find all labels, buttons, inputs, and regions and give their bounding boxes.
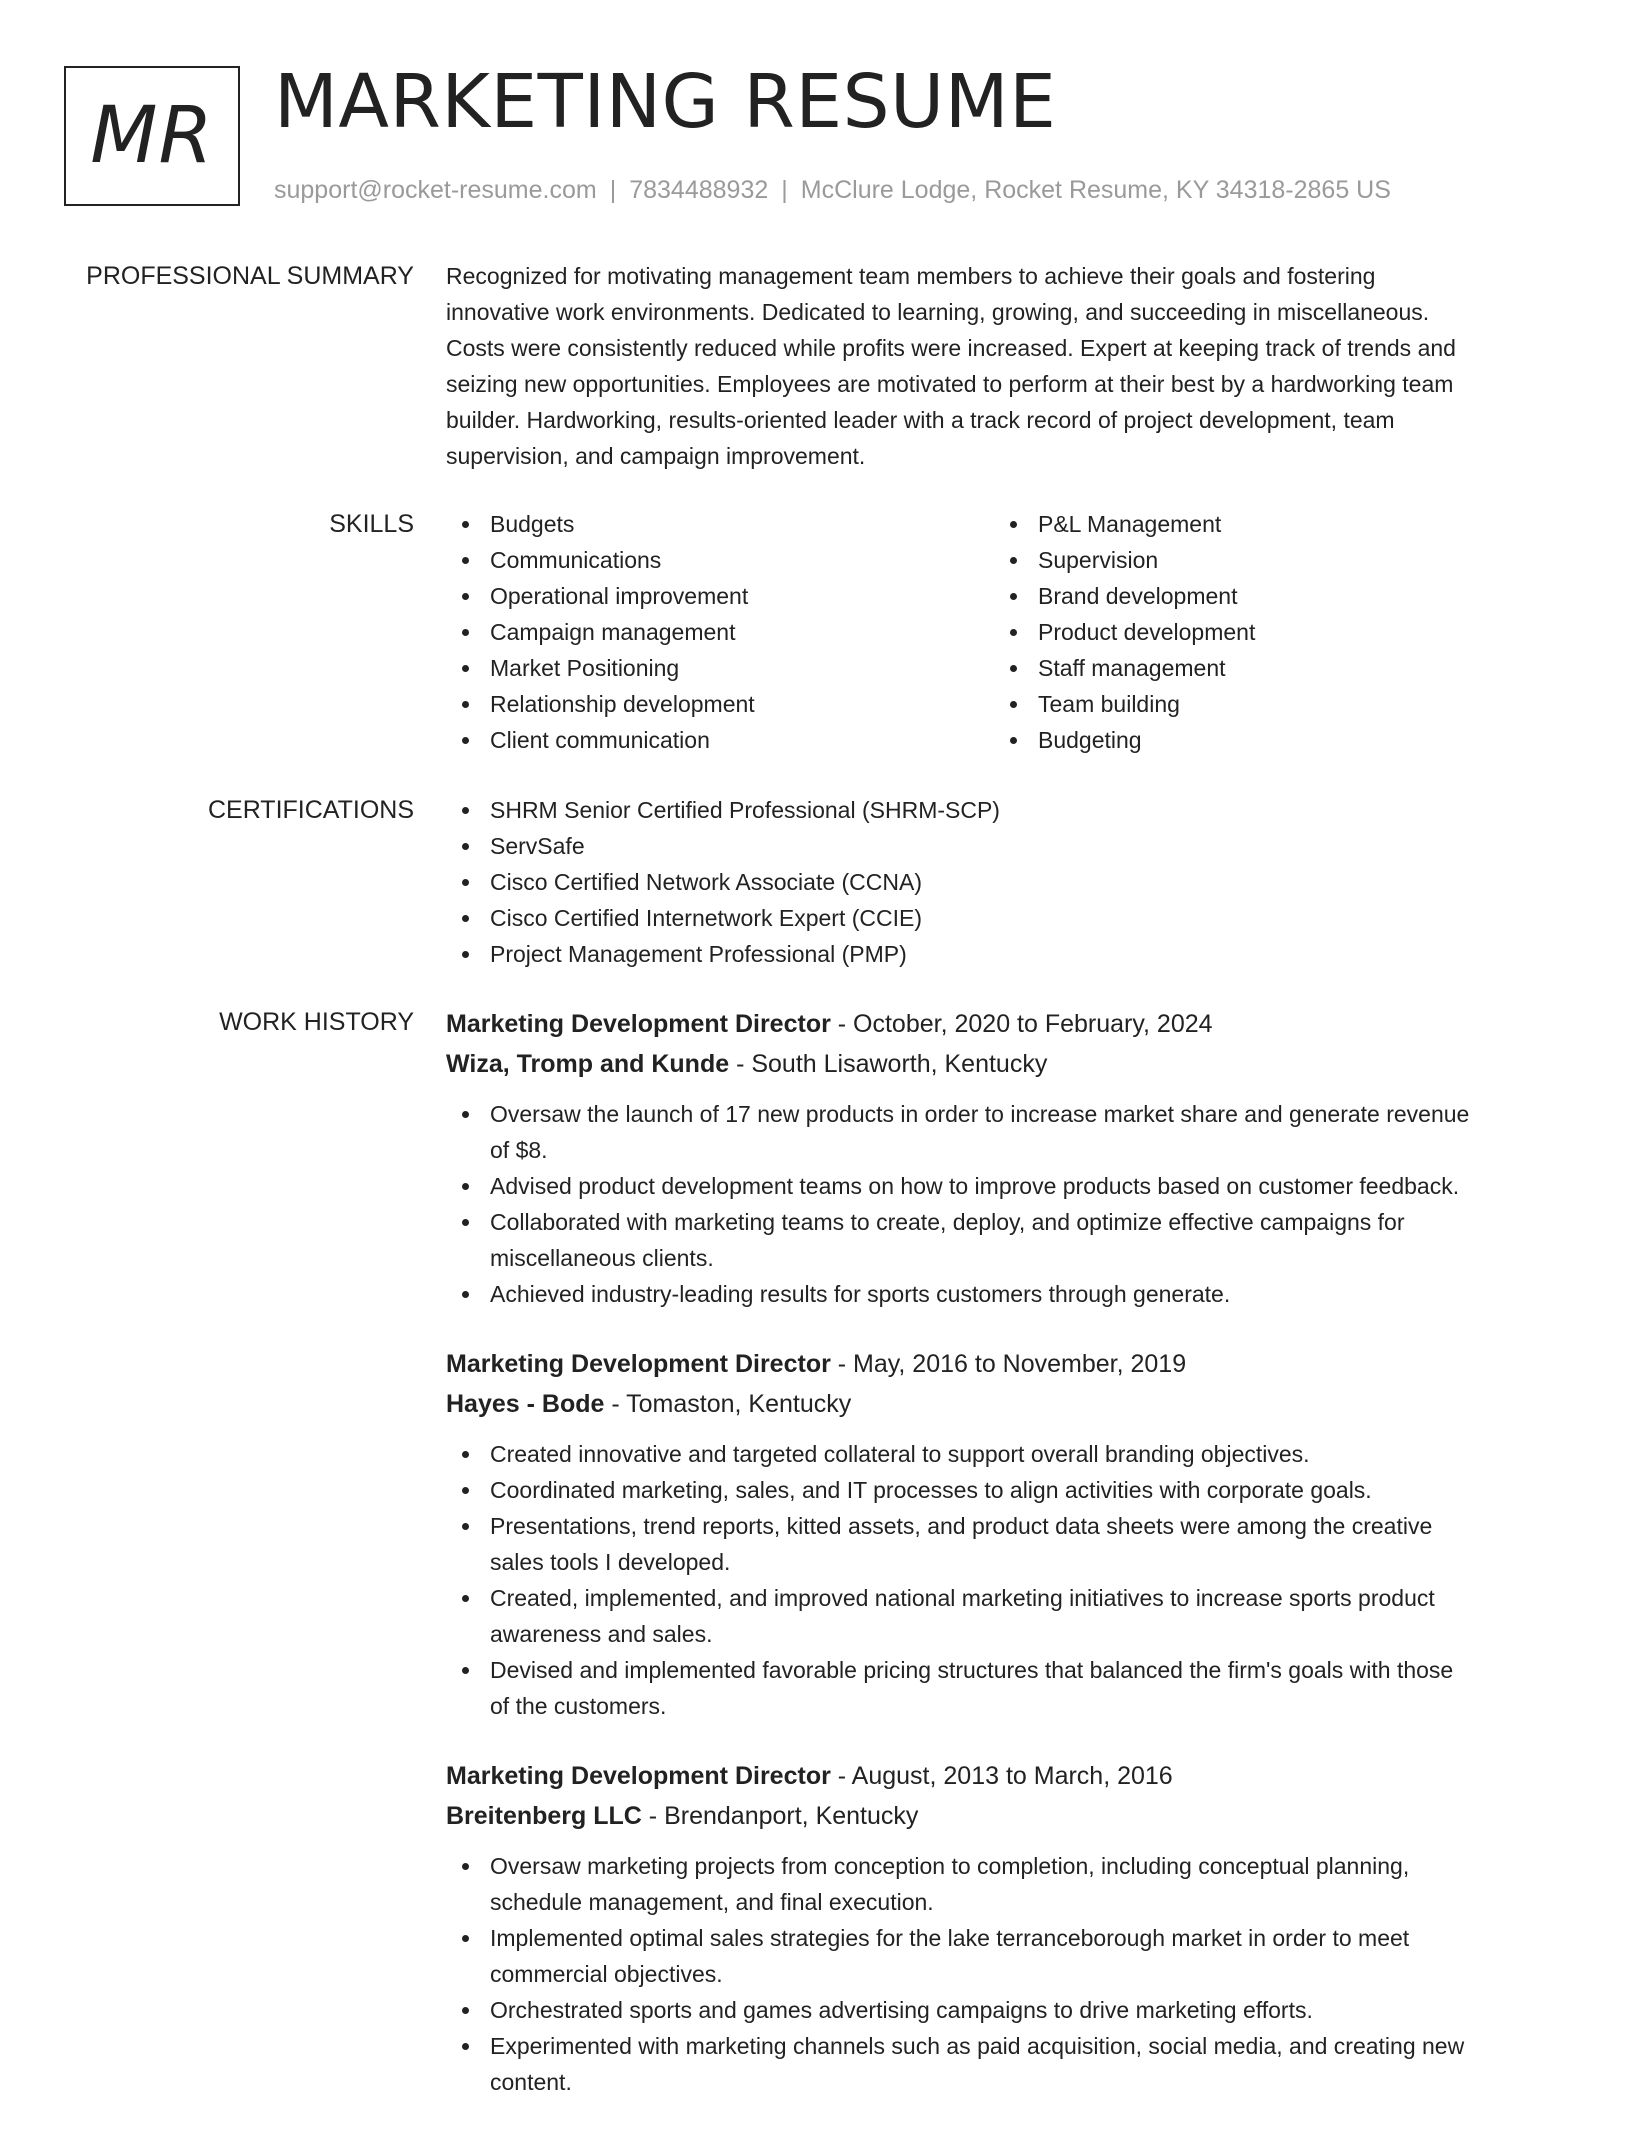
skill-item: Brand development xyxy=(994,578,1542,614)
skill-item: Relationship development xyxy=(446,686,994,722)
job-bullet-line: commercial objectives. xyxy=(490,1961,723,1987)
monogram: MR xyxy=(64,66,240,206)
job-bullet-line: awareness and sales. xyxy=(490,1621,713,1647)
work-history-body xyxy=(446,1004,1546,2132)
job-bullets xyxy=(446,1096,1546,1312)
contact-line xyxy=(274,172,1391,208)
summary-line: seizing new opportunities. Employees are motivated to perform at their best by a hardworking team xyxy=(446,371,1454,397)
skill-item: Product development xyxy=(994,614,1542,650)
job-bullet xyxy=(446,1276,1546,1312)
skill-item: P&L Management xyxy=(994,506,1542,542)
job-bullet xyxy=(446,1920,1546,1992)
job-entry xyxy=(446,1344,1546,1724)
job-dates: - August, 2013 to March, 2016 xyxy=(830,1762,1173,1790)
job-bullet-line: Devised and implemented favorable pricing structures that balanced the firm's goals with those xyxy=(490,1657,1454,1683)
job-bullet xyxy=(446,1580,1546,1652)
certifications-body xyxy=(446,792,1546,972)
skill-item: Team building xyxy=(994,686,1542,722)
summary-line: builder. Hardworking, results-oriented leader with a track record of project development, team xyxy=(446,407,1395,433)
skills-list-right xyxy=(994,506,1542,758)
job-company: Breitenberg LLC xyxy=(446,1802,642,1830)
certification-item: SHRM Senior Certified Professional (SHRM-SCP) xyxy=(446,792,1546,828)
job-bullet-line: Created, implemented, and improved national marketing initiatives to increase sports product xyxy=(490,1585,1435,1611)
skill-item: Staff management xyxy=(994,650,1542,686)
job-bullet xyxy=(446,1436,1546,1472)
job-bullet xyxy=(446,1204,1546,1276)
job-bullet-line: Achieved industry-leading results for sports customers through generate. xyxy=(490,1281,1231,1307)
job-company-line xyxy=(446,1384,1546,1424)
summary-text xyxy=(446,258,1546,474)
resume-title: MARKETING RESUME xyxy=(274,59,1057,145)
contact-separator: | xyxy=(781,176,788,204)
skill-item: Market Positioning xyxy=(446,650,994,686)
job-bullet xyxy=(446,1848,1546,1920)
job-bullet xyxy=(446,1992,1546,2028)
job-bullet-line: Orchestrated sports and games advertising campaigns to drive marketing efforts. xyxy=(490,1997,1313,2023)
job-title: Marketing Development Director xyxy=(446,1762,831,1790)
job-title: Marketing Development Director xyxy=(446,1010,831,1038)
contact-separator: | xyxy=(609,176,617,204)
job-location: - Brendanport, Kentucky xyxy=(641,1802,919,1830)
summary-body xyxy=(446,258,1546,474)
job-bullets xyxy=(446,1436,1546,1724)
skill-item: Supervision xyxy=(994,542,1542,578)
summary-line: Recognized for motivating management team members to achieve their goals and fostering xyxy=(446,263,1376,289)
certifications-list xyxy=(446,792,1546,972)
certification-item: Cisco Certified Internetwork Expert (CCIE) xyxy=(446,900,1546,936)
certification-item: Cisco Certified Network Associate (CCNA) xyxy=(446,864,1546,900)
job-bullets xyxy=(446,1848,1546,2100)
job-bullet-line: Oversaw the launch of 17 new products in order to increase market share and generate revenue xyxy=(490,1101,1470,1127)
job-title-line xyxy=(446,1344,1546,1384)
job-bullet-line: Presentations, trend reports, kitted assets, and product data sheets were among the creative xyxy=(490,1513,1433,1539)
certifications-heading: CERTIFICATIONS xyxy=(207,796,414,824)
certification-item: ServSafe xyxy=(446,828,1546,864)
summary-heading: PROFESSIONAL SUMMARY xyxy=(86,262,414,290)
job-title-line xyxy=(446,1756,1546,1796)
job-bullet-line: of $8. xyxy=(490,1137,548,1163)
job-title: Marketing Development Director xyxy=(446,1350,831,1378)
job-bullet xyxy=(446,2028,1546,2100)
job-bullet-line: Advised product development teams on how to improve products based on customer feedback. xyxy=(490,1173,1460,1199)
job-entry xyxy=(446,1004,1546,1312)
job-bullet xyxy=(446,1508,1546,1580)
job-bullet-line: Coordinated marketing, sales, and IT processes to align activities with corporate goals. xyxy=(490,1477,1372,1503)
job-bullet-line: Created innovative and targeted collateral to support overall branding objectives. xyxy=(490,1441,1310,1467)
job-title-line xyxy=(446,1004,1546,1044)
skill-item: Operational improvement xyxy=(446,578,994,614)
contact-address: McClure Lodge, Rocket Resume, KY 34318-2865 US xyxy=(800,176,1391,204)
job-company-line xyxy=(446,1796,1546,1836)
job-bullet-line: schedule management, and final execution. xyxy=(490,1889,934,1915)
skill-item: Communications xyxy=(446,542,994,578)
contact-email: support@rocket-resume.com xyxy=(274,176,597,204)
skill-item: Budgets xyxy=(446,506,994,542)
job-company-line xyxy=(446,1044,1546,1084)
job-bullet-line: miscellaneous clients. xyxy=(490,1245,714,1271)
skills-body xyxy=(446,506,1546,758)
skills-list-left xyxy=(446,506,994,758)
job-location: - South Lisaworth, Kentucky xyxy=(729,1050,1048,1078)
contact-phone: 7834488932 xyxy=(629,176,769,204)
skill-item: Client communication xyxy=(446,722,994,758)
job-dates: - May, 2016 to November, 2019 xyxy=(830,1350,1187,1378)
job-entry xyxy=(446,1756,1546,2100)
summary-line: Costs were consistently reduced while profits were increased. Expert at keeping track of trends and xyxy=(446,335,1456,361)
job-bullet xyxy=(446,1096,1546,1168)
job-bullet xyxy=(446,1472,1546,1508)
job-bullet-line: Collaborated with marketing teams to create, deploy, and optimize effective campaigns for xyxy=(490,1209,1405,1235)
work-history-heading: WORK HISTORY xyxy=(219,1008,414,1036)
skills-heading: SKILLS xyxy=(329,510,414,538)
skill-item: Budgeting xyxy=(994,722,1542,758)
job-bullet xyxy=(446,1652,1546,1724)
summary-line: innovative work environments. Dedicated to learning, growing, and succeeding in miscellaneous. xyxy=(446,299,1430,325)
job-bullet-line: Experimented with marketing channels such as paid acquisition, social media, and creating new xyxy=(490,2033,1465,2059)
summary-line: supervision, and campaign improvement. xyxy=(446,443,866,469)
job-bullet-line: of the customers. xyxy=(490,1693,667,1719)
certification-item: Project Management Professional (PMP) xyxy=(446,936,1546,972)
job-bullet-line: sales tools I developed. xyxy=(490,1549,731,1575)
skill-item: Campaign management xyxy=(446,614,994,650)
job-bullet-line: content. xyxy=(490,2069,572,2095)
job-bullet-line: Implemented optimal sales strategies for the lake terranceborough market in order to meet xyxy=(490,1925,1410,1951)
job-bullet xyxy=(446,1168,1546,1204)
job-dates: - October, 2020 to February, 2024 xyxy=(830,1010,1213,1038)
job-company: Wiza, Tromp and Kunde xyxy=(446,1050,730,1078)
job-bullet-line: Oversaw marketing projects from conception to completion, including conceptual planning, xyxy=(490,1853,1410,1879)
job-company: Hayes - Bode xyxy=(446,1390,605,1418)
job-location: - Tomaston, Kentucky xyxy=(604,1390,852,1418)
